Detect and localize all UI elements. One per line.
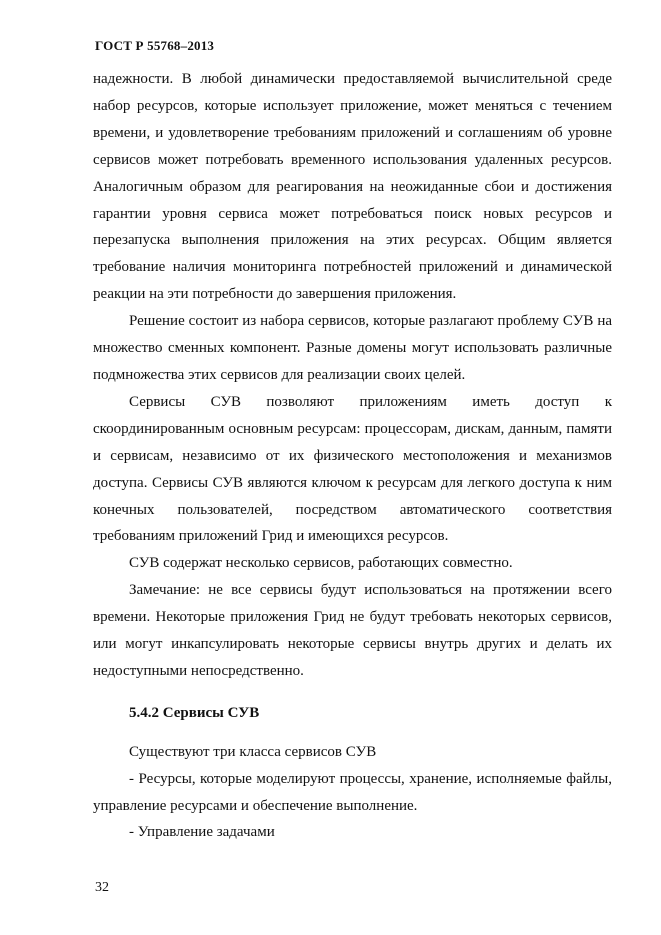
document-header: ГОСТ Р 55768–2013 <box>95 38 215 53</box>
list-item-resources: - Ресурсы, которые моделируют процессы, хранение, исполняемые файлы, управление ресурсами и обеспечение выполнение. <box>93 770 612 814</box>
paragraph-reliability: надежности. В любой динамически предоставляемой вычислительной среде набор ресурсов, которые использует приложение, может меняться с течением времени, и удовлетворение требованиям приложений и соглашениям об уровне сервисов может потребовать временного использования удаленных ресурсов. Аналогичным образом для реагирования на неожиданные сбои и достижения гарантии уровня сервиса может потребоваться поиск новых ресурсов и перезапуска выполнения приложения на этих ресурсах. Общим является требование наличия мониторинга потребностей приложений и динамической реакции на эти потребности до завершения приложения. <box>93 71 612 303</box>
document-body <box>93 66 612 846</box>
paragraph-services-together: СУВ содержат несколько сервисов, работающих совместно. <box>129 555 513 572</box>
section-intro: Существуют три класса сервисов СУВ <box>129 743 377 760</box>
page-number: 32 <box>95 880 109 895</box>
section-heading: 5.4.2 Сервисы СУВ <box>129 704 260 721</box>
paragraph-note: Замечание: не все сервисы будут использоваться на протяжении всего времени. Некоторые приложения Грид не будут требовать некоторых сервисов, или могут инкапсулировать некоторые сервисы внутрь других и делать их недоступными непосредственно. <box>93 582 612 679</box>
paragraph-services-access: Сервисы СУВ позволяют приложениям иметь доступ к скоординированным основным ресурсам: процессорам, дискам, данным, памяти и сервисам, независимо от их физического местоположения и механизмов доступа. Сервисы СУВ являются ключом к ресурсам для легкого доступа к ним конечных пользователей, посредством автоматического соответствия требованиям приложений Грид и имеющихся ресурсов. <box>93 393 612 545</box>
paragraph-solution: Решение состоит из набора сервисов, которые разлагают проблему СУВ на множество сменных компонент. Разные домены могут использовать различные подмножества этих сервисов для реализации своих целей. <box>93 313 612 383</box>
list-item-task-management: - Управление задачами <box>129 824 275 841</box>
